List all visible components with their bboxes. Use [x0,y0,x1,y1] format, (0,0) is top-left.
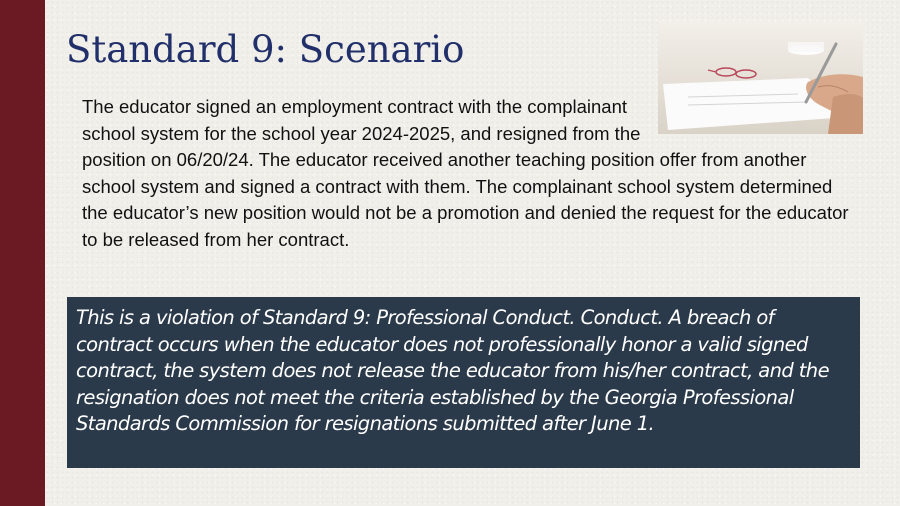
scenario-text: The educator signed an employment contract with the complainant school system for the school year 2024-2025, and resigned from the position on 06/20/24. The educator received another teaching position offer from another school system and signed a contract with them. The complainant school system determined the educator’s new position would not be a promotion and denied the request for the educator to be released from her contract. [82,96,849,250]
conclusion-callout [67,297,860,468]
accent-bar [0,0,45,506]
conclusion-text: This is a violation of Standard 9: Professional Conduct. Conduct. A breach of contract occurs when the educator does not professionally honor a valid signed contract, the system does not release the educator from his/her contract, and the resignation does not meet the criteria established by the Georgia Professional Standards Commission for resignations submitted after June 1. [76,306,829,435]
slide-title: Standard 9: Scenario [66,28,465,71]
